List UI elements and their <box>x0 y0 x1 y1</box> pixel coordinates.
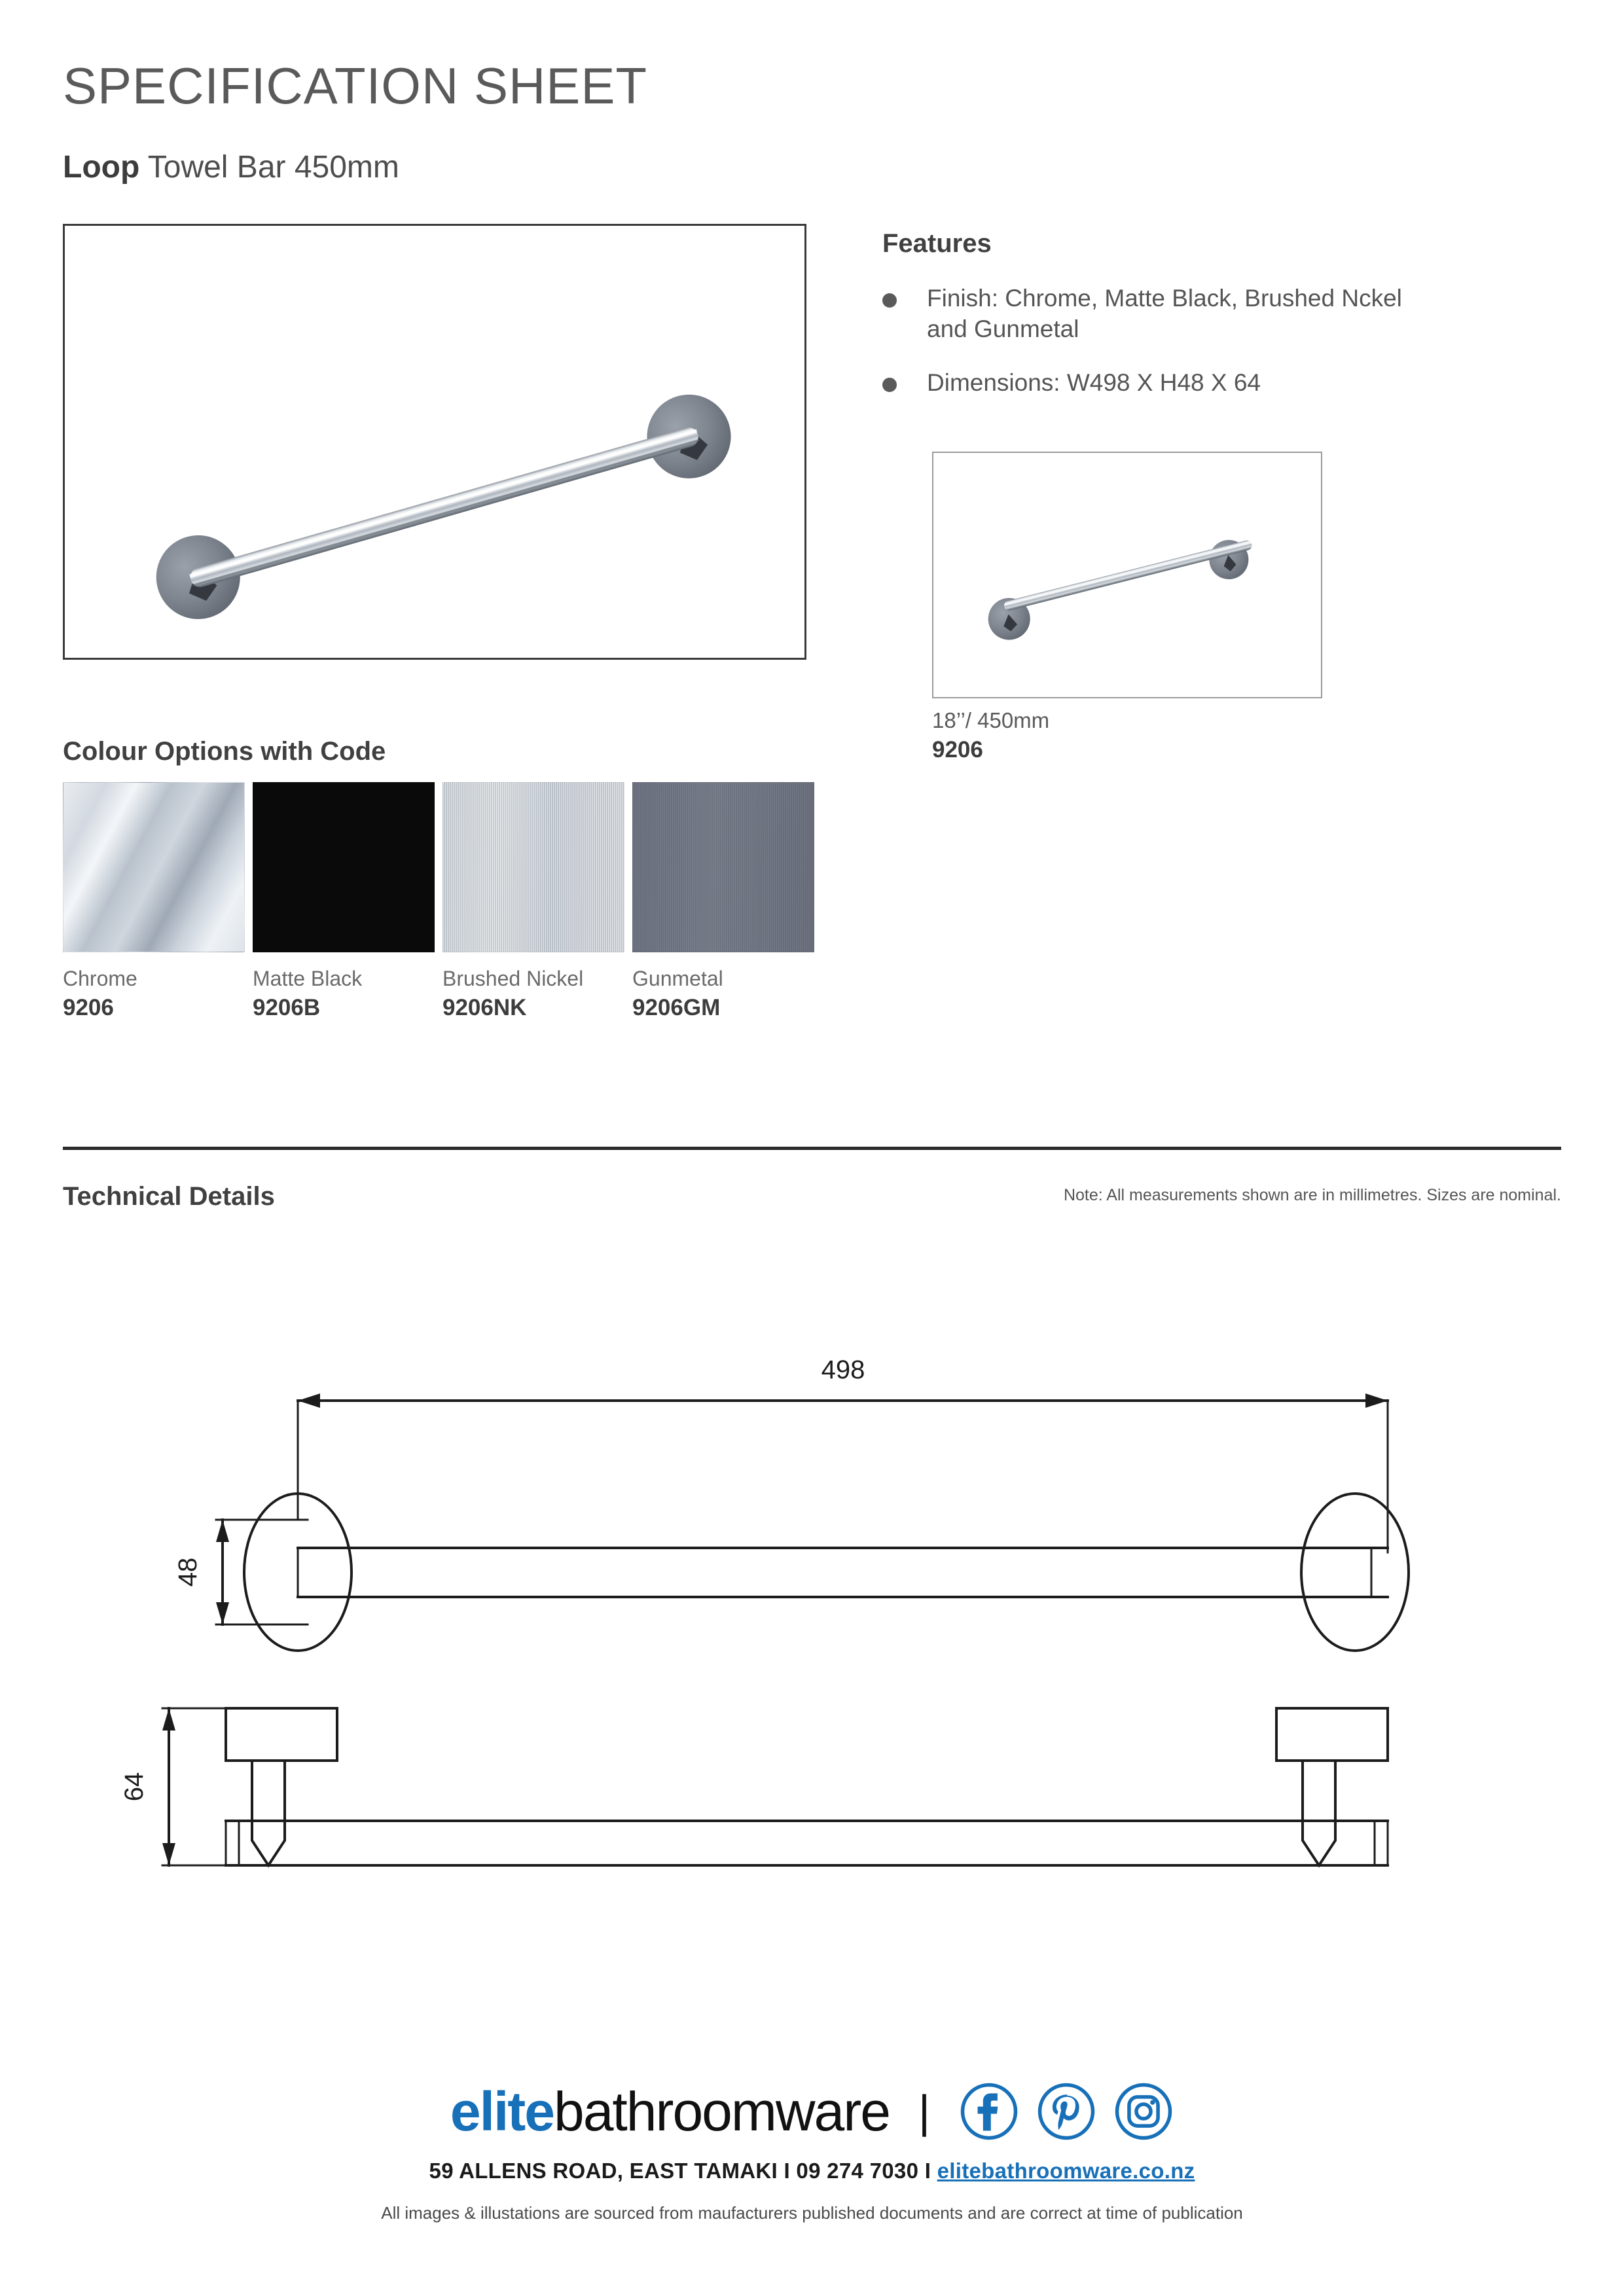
colour-name: Brushed Nickel <box>442 967 584 990</box>
product-name-brand: Loop <box>63 150 140 185</box>
features-list <box>882 283 1432 420</box>
size-variant-label: 18’’/ 450mm <box>932 708 1050 732</box>
feature-item <box>882 367 1432 398</box>
section-divider <box>63 1147 1561 1150</box>
feature-text: Dimensions: W498 X H48 X 64 <box>927 368 1261 396</box>
brand-row <box>0 2081 1624 2142</box>
dimension-label-depth: 64 <box>120 1772 149 1802</box>
product-name-detail: Towel Bar 450mm <box>139 150 399 185</box>
front-elevation <box>216 1393 1409 1651</box>
company-logo <box>450 2081 890 2142</box>
size-variant-photo-frame <box>932 452 1322 698</box>
colour-code: 9206B <box>253 995 321 1020</box>
address-text: 59 ALLENS ROAD, EAST TAMAKI I 09 274 7030 I <box>429 2159 937 2183</box>
colour-options-heading: Colour Options with Code <box>63 737 386 766</box>
instagram-icon[interactable] <box>1113 2081 1174 2142</box>
size-variant-photo <box>933 453 1321 697</box>
product-photo-frame <box>63 224 806 660</box>
logo-elite: elite <box>450 2081 554 2142</box>
feature-item <box>882 283 1432 345</box>
colour-code: 9206NK <box>442 995 527 1020</box>
side-elevation <box>162 1708 1388 1865</box>
page-footer <box>0 2081 1624 2223</box>
technical-details-heading: Technical Details <box>63 1182 275 1211</box>
pinterest-icon[interactable] <box>1036 2081 1096 2142</box>
facebook-icon[interactable] <box>959 2081 1019 2142</box>
colour-swatch-brushed-nickel <box>442 782 624 952</box>
colour-swatch-item[interactable] <box>253 782 433 1021</box>
feature-text: Finish: Chrome, Matte Black, Brushed Nckel and Gunmetal <box>927 285 1402 343</box>
dimension-label-width: 498 <box>821 1355 865 1384</box>
size-variant-code: 9206 <box>932 737 983 762</box>
colour-swatch-chrome <box>63 782 245 952</box>
colour-swatch-item[interactable] <box>442 782 623 1021</box>
dimension-label-height: 48 <box>173 1557 202 1587</box>
features-heading: Features <box>882 229 992 258</box>
colour-code: 9206 <box>63 995 114 1020</box>
product-photo-towel-bar <box>65 226 804 658</box>
colour-swatch-matte-black <box>253 782 435 952</box>
disclaimer-text: All images & illustations are sourced from maufacturers published documents and are correct at time of publication <box>381 2203 1243 2223</box>
product-title <box>63 149 399 185</box>
colour-name: Gunmetal <box>632 967 723 990</box>
colour-swatch-gunmetal <box>632 782 814 952</box>
colour-swatch-item[interactable] <box>632 782 813 1021</box>
technical-drawing <box>0 1322 1624 1944</box>
colour-code: 9206GM <box>632 995 721 1020</box>
logo-separator: | <box>918 2086 931 2137</box>
bullet-icon <box>882 378 897 392</box>
colour-name: Chrome <box>63 967 137 990</box>
document-title: SPECIFICATION SHEET <box>63 57 647 115</box>
bullet-icon <box>882 293 897 308</box>
social-links <box>959 2081 1174 2142</box>
measurement-note: Note: All measurements shown are in millimetres. Sizes are nominal. <box>1063 1186 1561 1204</box>
contact-line <box>0 2159 1624 2183</box>
website-link[interactable]: elitebathroomware.co.nz <box>937 2159 1195 2183</box>
colour-swatch-item[interactable] <box>63 782 244 1021</box>
logo-bathroomware: bathroomware <box>553 2081 890 2142</box>
colour-name: Matte Black <box>253 967 363 990</box>
